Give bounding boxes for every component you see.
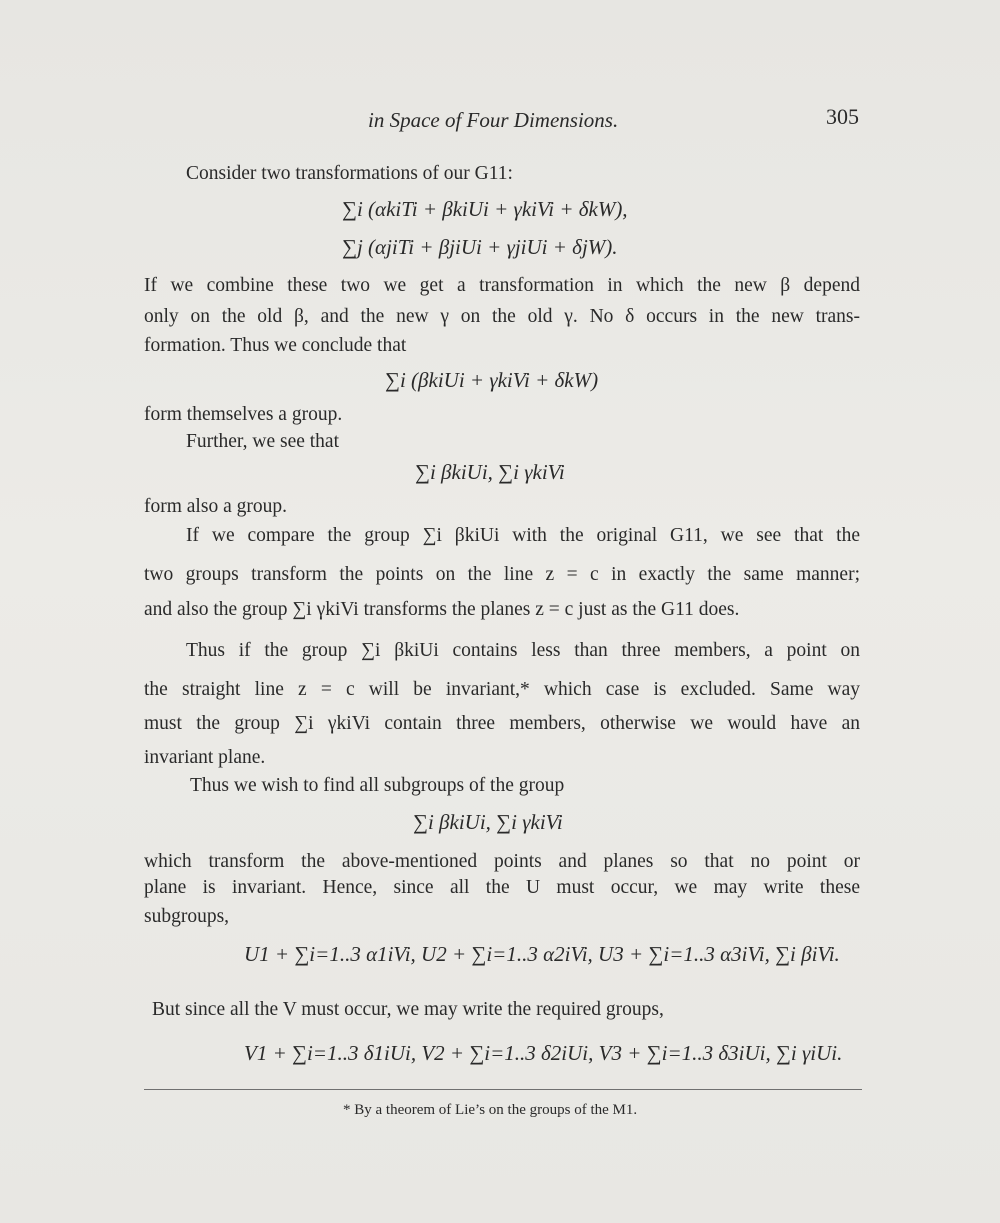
- text-line: If we compare the group ∑i βkiUi with the original G11, we see that the: [186, 525, 860, 546]
- text-line: the straight line z = c will be invariant,* which case is excluded. Same way: [144, 679, 860, 700]
- text-line: must the group ∑i γkiVi contain three members, otherwise we would have an: [144, 713, 860, 734]
- formula-line: V1 + ∑i=1..3 δ1iUi, V2 + ∑i=1..3 δ2iUi, V3 + ∑i=1..3 δ3iUi, ∑i γiUi.: [244, 1041, 843, 1065]
- formula-line: ∑i βkiUi, ∑i γkiVi: [415, 460, 565, 484]
- formula-line: U1 + ∑i=1..3 α1iVi, U2 + ∑i=1..3 α2iVi, U3 + ∑i=1..3 α3iVi, ∑i βiVi.: [244, 942, 840, 966]
- text-line: Thus if the group ∑i βkiUi contains less than three members, a point on: [186, 640, 860, 661]
- text-line: plane is invariant. Hence, since all the U must occur, we may write these: [144, 877, 860, 898]
- text-line: two groups transform the points on the line z = c in exactly the same manner;: [144, 564, 860, 585]
- text-line: only on the old β, and the new γ on the old γ. No δ occurs in the new trans-: [144, 306, 860, 327]
- text-line: formation. Thus we conclude that: [144, 335, 407, 356]
- text-line: which transform the above-mentioned points and planes so that no point or: [144, 851, 860, 872]
- page-number: 305: [826, 104, 859, 129]
- text-line: Consider two transformations of our G11:: [186, 163, 513, 184]
- footnote-divider: [144, 1089, 862, 1090]
- text-line: If we combine these two we get a transformation in which the new β depend: [144, 275, 860, 296]
- running-header: in Space of Four Dimensions.: [368, 108, 619, 132]
- text-line: form also a group.: [144, 496, 287, 517]
- formula-line: ∑j (αjiTi + βjiUi + γjiUi + δjW).: [342, 235, 618, 259]
- text-line: and also the group ∑i γkiVi transforms the planes z = c just as the G11 does.: [144, 599, 740, 620]
- text-line: But since all the V must occur, we may write the required groups,: [152, 999, 664, 1020]
- text-line: Thus we wish to find all subgroups of the group: [190, 775, 565, 796]
- footnote: * By a theorem of Lie’s on the groups of the M1.: [343, 1102, 638, 1118]
- text-line: form themselves a group.: [144, 404, 343, 425]
- formula-line: ∑i (βkiUi + γkiVi + δkW): [385, 368, 599, 392]
- text-line: subgroups,: [144, 906, 230, 927]
- text-line: Further, we see that: [186, 431, 340, 452]
- formula-line: ∑i (αkiTi + βkiUi + γkiVi + δkW),: [342, 197, 628, 221]
- formula-line: ∑i βkiUi, ∑i γkiVi: [413, 810, 563, 834]
- text-line: invariant plane.: [144, 747, 266, 768]
